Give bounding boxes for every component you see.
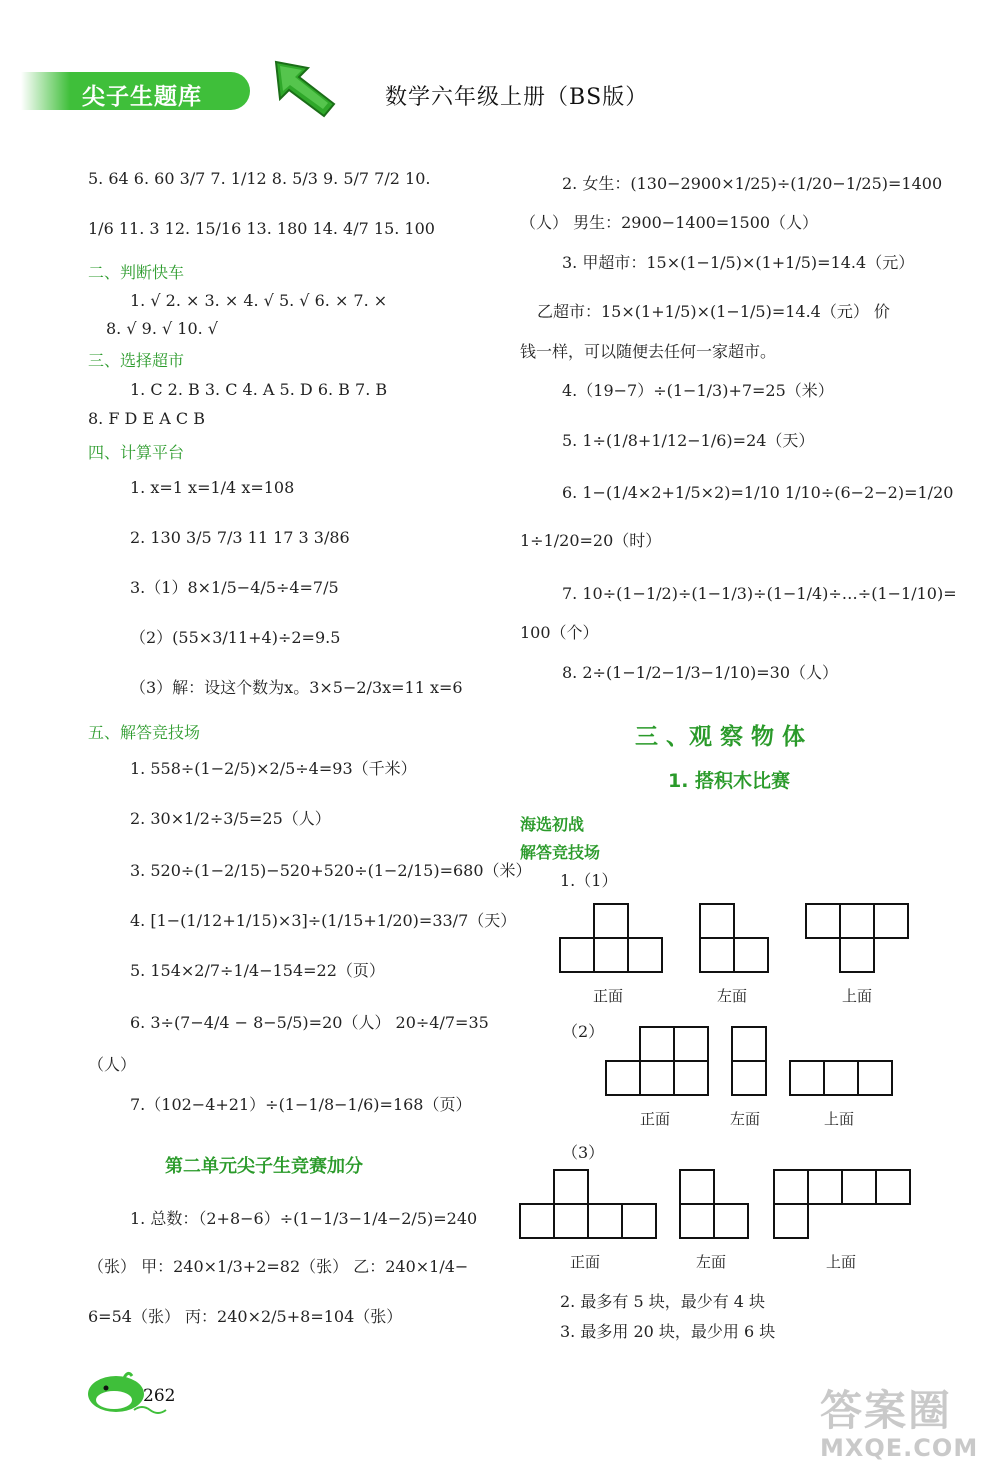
q2-front-label: 正面: [640, 1110, 671, 1128]
q1-top-label: 上面: [842, 987, 873, 1005]
bonus-line-2: （张） 甲：240×1/3+2=82（张） 乙：240×1/4−: [88, 1257, 469, 1276]
page-number: 262: [143, 1386, 176, 1406]
sub-heading-solve: 解答竞技场: [520, 843, 601, 862]
watermark: [820, 1378, 978, 1462]
solve-line-5: 5. 154×2/7÷1/4−154=22（页）: [130, 961, 385, 980]
watermark-logo: 答案圈: [820, 1386, 953, 1435]
r-line-1: 2. 女生：(130−2900×1/25)÷(1/20−1/25)=1400: [562, 174, 943, 193]
sub-heading-round: 海选初战: [520, 815, 585, 834]
bonus-line-1: 1. 总数：（2+8−6）÷(1−1/3−1/4−2/5)=240: [130, 1209, 478, 1228]
judge-line-1: 1. √ 2. × 3. × 4. √ 5. √ 6. × 7. ×: [130, 291, 388, 310]
r-line-5: 钱一样，可以随便去任何一家超市。: [520, 342, 777, 361]
section-bonus: 第二单元尖子生竞赛加分: [165, 1156, 363, 1177]
solve-line-6b: （人）: [88, 1055, 137, 1074]
solve-line-4: 4. [1−(1/12+1/15)×3]÷(1/15+1/20)=33/7（天）: [130, 911, 517, 930]
solve-line-7: 7.（102−4+21）÷(1−1/8−1/6)=168（页）: [130, 1095, 472, 1114]
r-line-12: 8. 2÷(1−1/2−1/3−1/10)=30（人）: [562, 663, 839, 682]
q3-views-diagram: [516, 1168, 916, 1242]
brand-title: 尖子生题库: [82, 84, 202, 110]
q1-front-label: 正面: [593, 987, 624, 1005]
fill-answers-line-2: 1/6 11. 3 12. 15/16 13. 180 14. 4/7 15. 100: [88, 219, 435, 238]
choice-line-2: 8. F D E A C B: [88, 409, 205, 428]
solve-line-3: 3. 520÷(1−2/15)−520+520÷(1−2/15)=680（米）: [130, 861, 532, 880]
book-title: 数学六年级上册（BS版）: [385, 85, 649, 110]
unit-title: 三 、观 察 物 体: [635, 724, 806, 750]
answer-2: 2. 最多有 5 块，最少有 4 块: [560, 1292, 766, 1311]
r-line-3: 3. 甲超市：15×(1−1/5)×(1+1/5)=14.4（元）: [562, 253, 915, 272]
q2-top-label: 上面: [824, 1110, 855, 1128]
section-choice: 三、选择超市: [88, 351, 185, 370]
q3-front-label: 正面: [570, 1253, 601, 1271]
green-arrow-icon: [268, 58, 340, 118]
r-line-11: 100（个）: [520, 623, 599, 642]
q3-side-label: 左面: [696, 1253, 727, 1271]
r-line-8: 6. 1−(1/4×2+1/5×2)=1/10 1/10÷(6−2−2)=1/20: [562, 483, 954, 502]
calc-line-4: （2）(55×3/11+4)÷2=9.5: [130, 628, 341, 647]
q2-label: （2）: [562, 1022, 605, 1041]
q2-views-diagram: [602, 1025, 902, 1097]
judge-line-2: 8. √ 9. √ 10. √: [106, 319, 218, 338]
calc-line-2: 2. 130 3/5 7/3 11 17 3 3/86: [130, 528, 350, 547]
section-calc: 四、计算平台: [88, 443, 185, 462]
solve-line-2: 2. 30×1/2÷3/5=25（人）: [130, 809, 331, 828]
fill-answers-line-1: 5. 64 6. 60 3/7 7. 1/12 8. 5/3 9. 5/7 7/2 10.: [88, 169, 431, 188]
lesson-title: 1. 搭积木比赛: [668, 770, 791, 792]
q1-views-diagram: [556, 902, 916, 974]
r-line-10: 7. 10÷(1−1/2)÷(1−1/3)÷(1−1/4)÷…÷(1−1/10)=: [562, 584, 957, 603]
calc-line-3: 3.（1）8×1/5−4/5÷4=7/5: [130, 578, 339, 597]
q1-side-label: 左面: [717, 987, 748, 1005]
solve-line-1: 1. 558÷(1−2/5)×2/5÷4=93（千米）: [130, 759, 417, 778]
header-band-fade: [0, 72, 70, 110]
q3-top-label: 上面: [826, 1253, 857, 1271]
q3-label: （3）: [562, 1143, 605, 1162]
calc-line-1: 1. x=1 x=1/4 x=108: [130, 478, 295, 497]
r-line-7: 5. 1÷(1/8+1/12−1/6)=24（天）: [562, 431, 815, 450]
section-solve: 五、解答竞技场: [88, 723, 201, 742]
r-line-6: 4.（19−7）÷(1−1/3)+7=25（米）: [562, 381, 834, 400]
answer-3: 3. 最多用 20 块，最少用 6 块: [560, 1322, 776, 1341]
choice-line-1: 1. C 2. B 3. C 4. A 5. D 6. B 7. B: [130, 380, 388, 399]
bonus-line-3: 6=54（张） 丙：240×2/5+8=104（张）: [88, 1307, 403, 1326]
watermark-url: MXQE.COM: [820, 1434, 979, 1462]
r-line-9: 1÷1/20=20（时）: [520, 531, 662, 550]
solve-line-6: 6. 3÷(7−4/4 − 8−5/5)=20（人） 20÷4/7=35: [130, 1013, 489, 1032]
r-line-4: 乙超市：15×(1+1/5)×(1−1/5)=14.4（元） 价: [537, 302, 890, 321]
r-line-2: （人） 男生：2900−1400=1500（人）: [520, 213, 819, 232]
q2-side-label: 左面: [730, 1110, 761, 1128]
section-judge: 二、判断快车: [88, 263, 185, 282]
calc-line-5: （3）解：设这个数为x。3×5−2/3x=11 x=6: [130, 678, 463, 697]
q1-label: 1.（1）: [560, 871, 618, 890]
